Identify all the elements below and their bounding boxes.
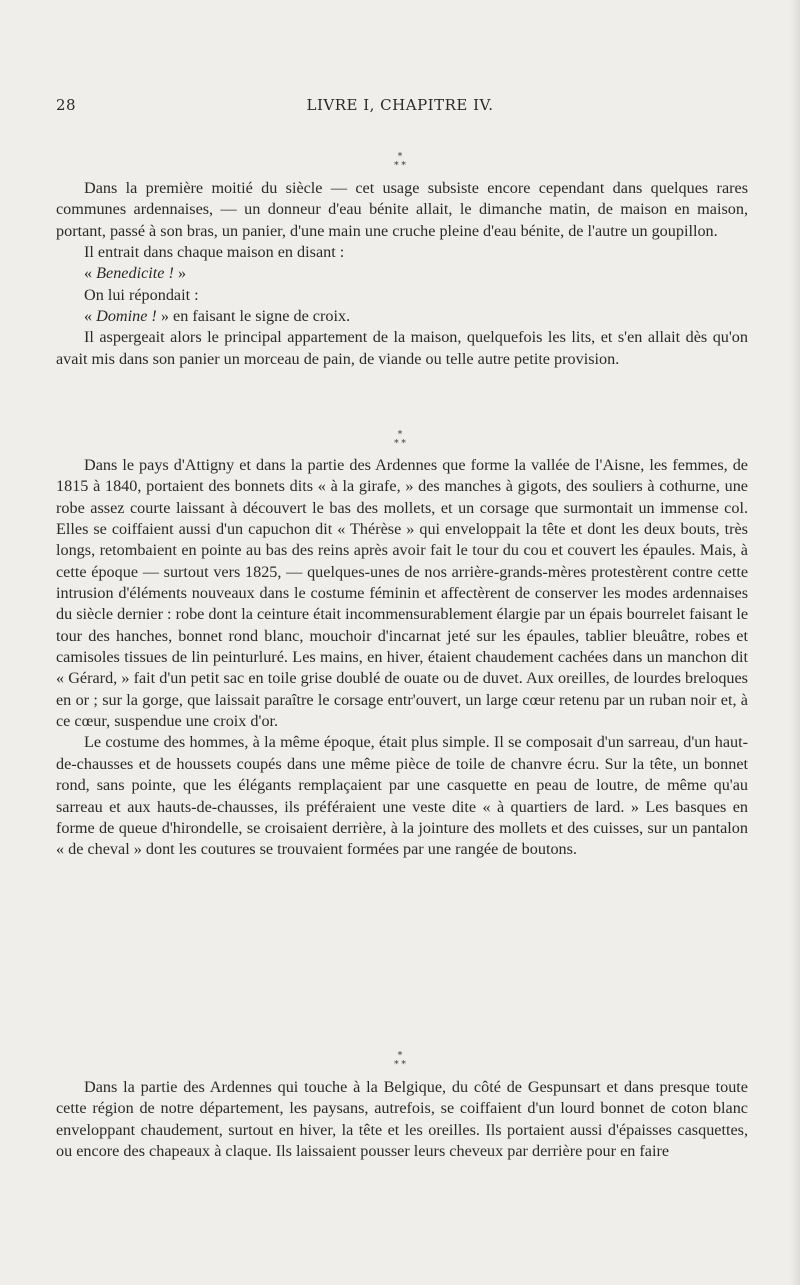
quote-open: « [84,264,97,283]
asterism-top: * [397,1051,403,1061]
quote-close: » [173,264,187,283]
paragraph [56,306,748,327]
asterism-bottom: * * [394,161,406,171]
asterism-bottom: * * [394,1060,406,1070]
asterism-2 [0,431,800,449]
paragraph: Dans le pays d'Attigny et dans la partie des Ardennes que forme la vallée de l'Aisne, les femmes, de 1815 à 1840, portaient des bonnets dits « à la girafe, » des manches à gigots, des souliers à cothurne, une robe assez courte laissant à découvert le bas des mollets, et un corsage que surmontait un immense col. Elles se coiffaient aussi d'un capuchon dit « Thérèse » qui enveloppait la tête et dont les deux bouts, très longs, retombaient en pointe au bas des reins après avoir fait le tour du cou et couvert les épaules. Mais, à cette époque — surtout vers 1825, — quelques-unes de nos arrière-grands-mères protestèrent contre cette intrusion d'éléments nouveaux dans le costume féminin et affectèrent de conserver les modes ardennaises du siècle dernier : robe dont la ceinture était incommensurablement élargie par un épais bourrelet faisant le tour des hanches, bonnet rond blanc, mouchoir d'incarnat jeté sur les épaules, tablier bleuâtre, robes et camisoles tissues de lin peinturluré. Les mains, en hiver, étaient chaudement cachées dans un manchon dit « Gérard, » fait d'un petit sac en toile grise doublé de ouate ou de duvet. Aux oreilles, de lourdes breloques en or ; sur la gorge, que laissait paraître le corsage entr'ouvert, un large cœur retenu par un ruban noir et, à ce cœur, suspendue une croix d'or. [56,456,748,731]
latin-phrase: Domine ! [96,307,157,326]
asterism-top: * [397,152,403,162]
paragraph: Le costume des hommes, à la même époque, était plus simple. Il se composait d'un sarreau, d'un haut-de-chausses et de houssets coupés dans une même pièce de toile de chanvre écru. Sur la tête, un bonnet rond, sans pointe, que les élégants remplaçaient par une casquette en peau de loutre, de même qu'au sarreau et aux hauts-de-chausses, ils préféraient une veste dite « à quartiers de lard. » Les basques en forme de queue d'hirondelle, se croisaient derrière, à la jointure des mollets et des cuisses, sur un pantalon « de cheval » dont les coutures se trouvaient formées par une rangée de boutons. [56,733,748,859]
paragraph-rest: » en faisant le signe de croix. [156,307,351,326]
asterism-3 [0,1052,800,1070]
running-title: LIVRE I, CHAPITRE IV. [306,96,494,114]
asterism-bottom: * * [394,439,406,449]
page-number: 28 [56,96,77,114]
page-edge-shadow [790,0,800,1285]
latin-phrase: Benedicite ! [96,264,174,283]
paragraph: Il entrait dans chaque maison en disant : [84,243,345,262]
paragraph: Dans la première moitié du siècle — cet usage subsiste encore cependant dans quelques rares communes ardennaises, — un donneur d'eau bénite allait, le dimanche matin, de maison en maison, portant, passé à son bras, un panier, d'une main une cruche pleine d'eau bénite, de l'autre un goupillon. [56,179,748,240]
section-holy-water [56,178,748,370]
section-costumes [56,455,748,861]
section-belgian-border [56,1077,748,1162]
asterism-top: * [397,430,403,440]
asterism-1 [0,153,800,171]
paragraph: On lui répondait : [84,285,199,304]
paragraph [56,263,748,284]
paragraph: Dans la partie des Ardennes qui touche à la Belgique, du côté de Gespunsart et dans presque toute cette région de notre département, les paysans, autrefois, se coiffaient d'un lourd bonnet de coton blanc enveloppant chaudement, surtout en hiver, la tête et les oreilles. Ils portaient aussi d'épaisses casquettes, ou encore des chapeaux à claque. Ils laissaient pousser leurs cheveux par derrière pour en faire [56,1078,748,1161]
quote-open: « [84,307,97,326]
page-header [0,96,800,118]
paragraph: Il aspergeait alors le principal appartement de la maison, quelquefois les lits, et s'en allait dès qu'on avait mis dans son panier un morceau de pain, de viande ou telle autre petite provision. [56,328,748,368]
